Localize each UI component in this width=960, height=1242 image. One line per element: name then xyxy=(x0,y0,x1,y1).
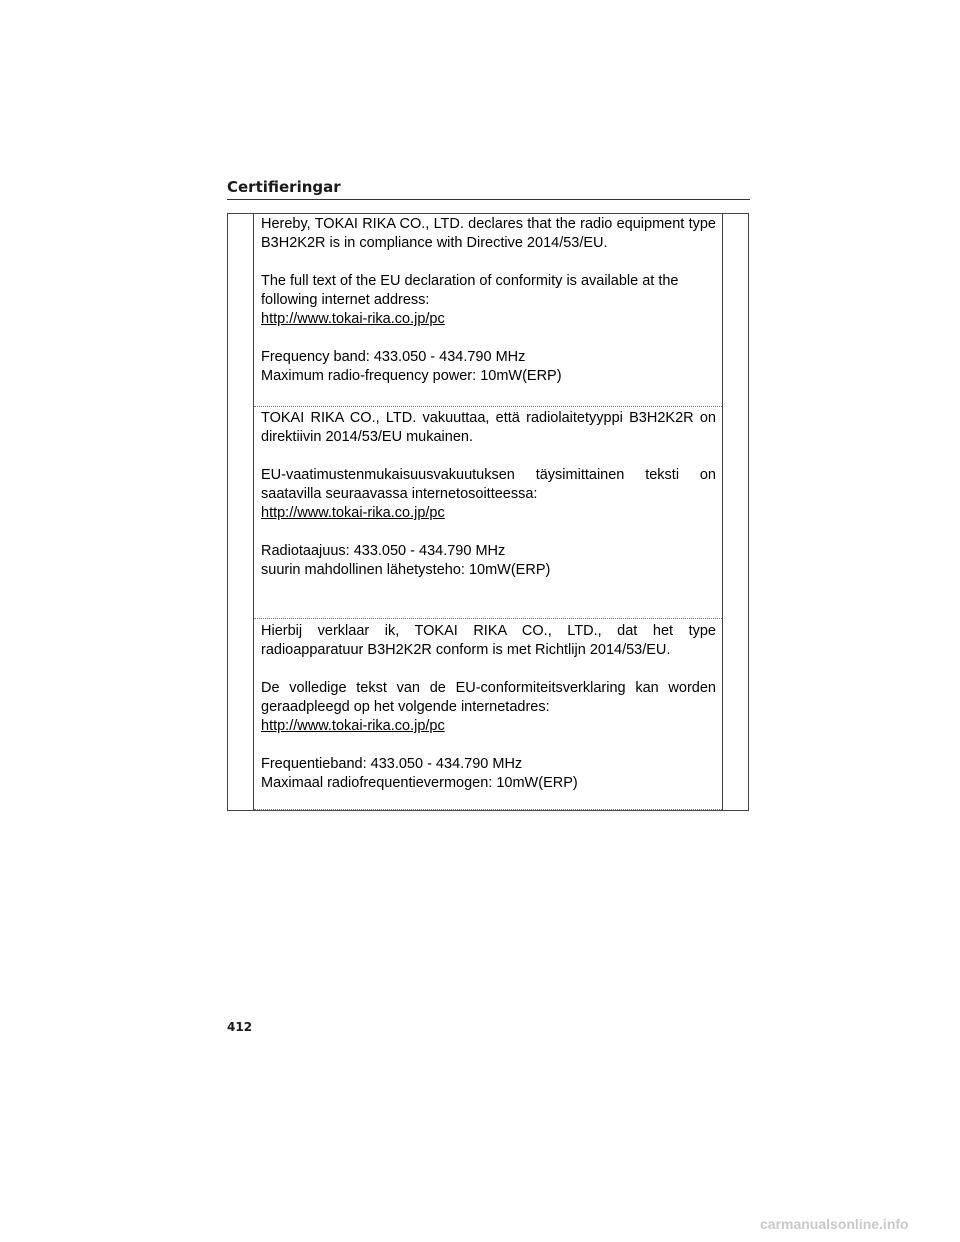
finnish-frequency-band: Radiotaajuus: 433.050 - 434.790 MHz xyxy=(261,543,506,559)
page-number: 412 xyxy=(227,1020,253,1034)
site-watermark: carmanualsonline.info xyxy=(760,1216,909,1232)
english-statement-line1: Hereby, TOKAI RIKA CO., LTD. declares that the radio equipment type xyxy=(261,216,716,232)
dutch-max-power: Maximaal radiofrequentievermogen: 10mW(ERP) xyxy=(261,775,578,791)
section-title: Certifieringar xyxy=(227,178,341,196)
dutch-fulltext-line2: geraadpleegd op het volgende internetadres: xyxy=(261,699,550,715)
dutch-declaration-link[interactable]: http://www.tokai-rika.co.jp/pc xyxy=(261,718,445,734)
declaration-english xyxy=(261,215,716,386)
finnish-fulltext-line1: EU-vaatimustenmukaisuusvakuutuksen täysimittainen teksti on xyxy=(261,467,716,483)
dutch-fulltext-line1: De volledige tekst van de EU-conformiteitsverklaring kan worden xyxy=(261,680,716,696)
english-fulltext-line2: following internet address: xyxy=(261,292,430,308)
finnish-statement-line1: TOKAI RIKA CO., LTD. vakuuttaa, että radiolaitetyyppi B3H2K2R on xyxy=(261,410,716,426)
finnish-statement-line2: direktiivin 2014/53/EU mukainen. xyxy=(261,429,473,445)
english-max-power: Maximum radio-frequency power: 10mW(ERP) xyxy=(261,368,562,384)
finnish-declaration-link[interactable]: http://www.tokai-rika.co.jp/pc xyxy=(261,505,445,521)
english-declaration-link[interactable]: http://www.tokai-rika.co.jp/pc xyxy=(261,311,445,327)
title-divider xyxy=(227,199,750,200)
dutch-frequency-band: Frequentieband: 433.050 - 434.790 MHz xyxy=(261,756,523,772)
block-divider xyxy=(254,618,722,619)
english-fulltext-line1: The full text of the EU declaration of conformity is available at the xyxy=(261,273,679,289)
block-divider xyxy=(254,809,722,810)
declaration-dutch xyxy=(261,622,716,793)
finnish-max-power: suurin mahdollinen lähetysteho: 10mW(ERP) xyxy=(261,562,551,578)
block-divider xyxy=(254,406,722,407)
dutch-statement-line2: radioapparatuur B3H2K2R conform is met Richtlijn 2014/53/EU. xyxy=(261,642,671,658)
declaration-finnish xyxy=(261,409,716,580)
finnish-fulltext-line2: saatavilla seuraavassa internetosoitteessa: xyxy=(261,486,538,502)
english-frequency-band: Frequency band: 433.050 - 434.790 MHz xyxy=(261,349,526,365)
english-statement-line2: B3H2K2R is in compliance with Directive 2014/53/EU. xyxy=(261,235,608,251)
dutch-statement-line1: Hierbij verklaar ik, TOKAI RIKA CO., LTD., dat het type xyxy=(261,623,716,639)
